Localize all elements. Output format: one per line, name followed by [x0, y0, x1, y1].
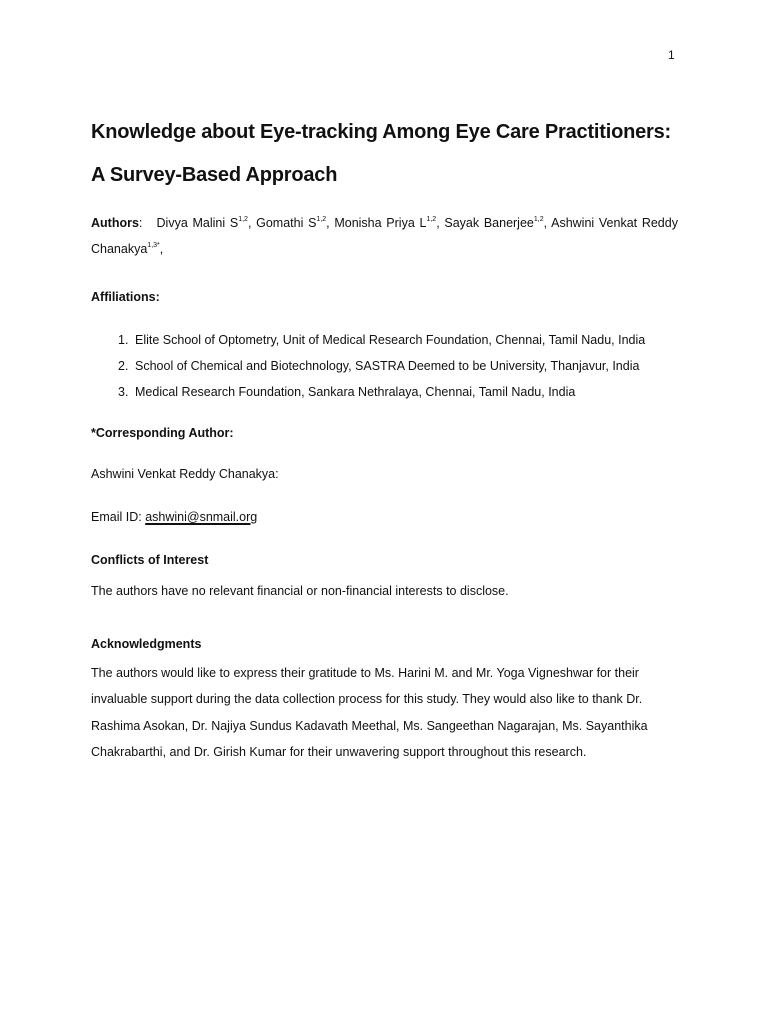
- author-affiliation-sup: 1,2: [426, 216, 437, 223]
- author-affiliation-sup: 1,2: [238, 216, 248, 223]
- affiliation-item: [91, 356, 645, 382]
- paper-title-line-2: A Survey-Based Approach: [91, 164, 338, 186]
- acknowledgments-line: invaluable support during the data collection process for this study. They would also like to thank Dr.: [91, 692, 643, 707]
- email-line: [91, 510, 257, 524]
- affiliation-text: Elite School of Optometry, Unit of Medical Research Foundation, Chennai, Tamil Nadu, India: [135, 333, 646, 347]
- author-name: Ashwini Venkat Reddy Chanakya: [91, 216, 678, 256]
- affiliation-number: 2.: [118, 359, 129, 373]
- author-affiliation-sup: 1,2: [316, 216, 327, 223]
- author-name: Monisha Priya L: [334, 216, 427, 230]
- page-number: 1: [668, 48, 675, 62]
- author-name: Sayak Banerjee: [444, 216, 534, 230]
- author-name: Gomathi S: [256, 216, 317, 230]
- email-link[interactable]: ashwini@snmail.org: [145, 510, 258, 524]
- corresponding-author-heading: *Corresponding Author:: [91, 426, 234, 440]
- affiliations-heading: Affiliations:: [91, 290, 160, 304]
- corresponding-author-name: Ashwini Venkat Reddy Chanakya:: [91, 467, 279, 481]
- acknowledgments-line: Chakrabarthi, and Dr. Girish Kumar for their unwavering support throughout this research.: [91, 744, 587, 759]
- author-affiliation-sup: 1,2: [533, 216, 544, 223]
- affiliation-item: [91, 382, 645, 408]
- email-label: Email ID:: [91, 510, 146, 524]
- affiliations-list: [91, 330, 645, 408]
- affiliation-text: School of Chemical and Biotechnology, SASTRA Deemed to be University, Thanjavur, India: [135, 359, 640, 373]
- affiliation-item: [91, 330, 645, 356]
- authors-label: Authors: [91, 216, 139, 230]
- affiliation-text: Medical Research Foundation, Sankara Nethralaya, Chennai, Tamil Nadu, India: [135, 385, 576, 399]
- conflicts-heading: Conflicts of Interest: [91, 553, 209, 567]
- author-name: Divya Malini S: [156, 216, 239, 230]
- affiliation-number: 3.: [118, 385, 129, 399]
- paper-title-line-1: Knowledge about Eye-tracking Among Eye Care Practitioners:: [91, 121, 672, 143]
- affiliation-number: 1.: [118, 333, 129, 347]
- author-affiliation-sup: 1,3*: [147, 242, 160, 249]
- acknowledgments-body: [91, 660, 678, 765]
- authors-block: Authors: Divya Malini S$^{1,2}$, Gomathi S$^{1,2}$, Monisha Priya L$^{1,2}$, Sayak Banerjee$^{1,2}$, Ashwini Venkat Reddy Chanakya$^{1,3*}$,: [91, 216, 678, 256]
- acknowledgments-line: The authors would like to express their gratitude to Ms. Harini M. and Mr. Yoga Vigneshwar for their: [91, 666, 639, 680]
- acknowledgments-line: Rashima Asokan, Dr. Najiya Sundus Kadavath Meethal, Ms. Sangeethan Nagarajan, Ms. Sayanthika: [91, 718, 648, 733]
- acknowledgments-heading: Acknowledgments: [91, 637, 202, 651]
- conflicts-text: The authors have no relevant financial or non-financial interests to disclose.: [91, 584, 509, 598]
